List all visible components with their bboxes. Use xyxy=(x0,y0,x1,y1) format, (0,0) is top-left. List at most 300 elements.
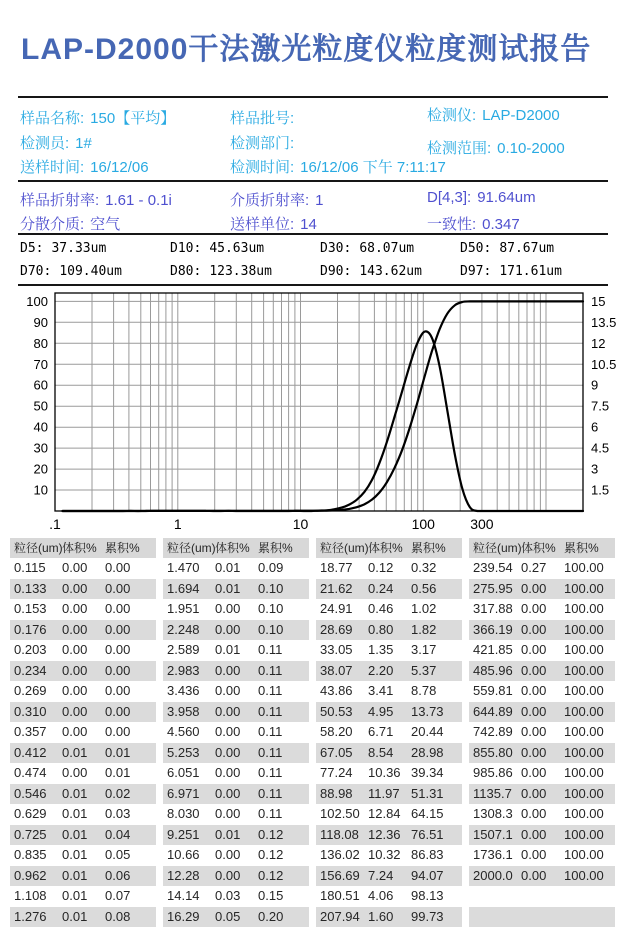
table-row xyxy=(163,825,309,846)
d-value: 68.07um xyxy=(359,241,415,256)
range-field xyxy=(427,137,565,158)
table-row xyxy=(316,825,462,846)
cell-volume: 0.05 xyxy=(215,908,241,924)
cell-size: 1.694 xyxy=(167,580,200,596)
left-tick-label: 30 xyxy=(33,440,48,456)
cell-size: 14.14 xyxy=(167,888,200,903)
column-header: 粒径(um) xyxy=(320,541,369,555)
table-header-row xyxy=(163,538,309,558)
right-tick-label: 12 xyxy=(591,335,606,351)
cell-size: 0.474 xyxy=(14,765,47,780)
table-row xyxy=(10,763,156,784)
cell-size: 2.983 xyxy=(167,662,200,678)
table-row xyxy=(316,599,462,620)
table-row xyxy=(316,763,462,784)
cell-size: 6.971 xyxy=(167,785,200,801)
table-row xyxy=(469,825,615,846)
cell-cumulative: 100.00 xyxy=(564,826,604,842)
sample-time-field xyxy=(20,156,149,177)
cell-size: 5.253 xyxy=(167,744,200,760)
cell-volume: 0.01 xyxy=(215,826,241,842)
cell-volume: 0.00 xyxy=(62,724,88,739)
cell-cumulative: 100.00 xyxy=(564,560,604,575)
cell-cumulative: 13.73 xyxy=(411,703,444,719)
cell-volume: 0.00 xyxy=(215,683,241,698)
sample-ri-value: 1.61 - 0.1i xyxy=(105,192,172,209)
cell-cumulative: 100.00 xyxy=(564,867,604,883)
medium-ri-field xyxy=(230,189,324,210)
table-row xyxy=(163,579,309,600)
sample-name-label: 样品名称: xyxy=(20,110,85,127)
d43-value: 91.64um xyxy=(477,189,536,206)
cell-cumulative: 0.00 xyxy=(105,621,131,637)
cell-cumulative: 100.00 xyxy=(564,621,604,637)
cell-size: 1507.1 xyxy=(473,826,513,842)
cell-cumulative: 0.00 xyxy=(105,642,131,657)
cell-size: 118.08 xyxy=(320,826,359,842)
table-row xyxy=(316,681,462,702)
cell-volume: 6.71 xyxy=(368,724,394,739)
cell-cumulative: 100.00 xyxy=(564,601,604,616)
d-label: D5: xyxy=(20,241,44,256)
cell-cumulative: 0.01 xyxy=(105,765,131,780)
cell-cumulative: 94.07 xyxy=(411,867,444,883)
cell-size: 0.234 xyxy=(14,662,47,678)
cell-volume: 0.00 xyxy=(521,744,547,760)
table-row xyxy=(163,640,309,661)
cell-cumulative: 98.13 xyxy=(411,888,444,903)
instrument-value: LAP-D2000 xyxy=(482,107,560,124)
d97-field xyxy=(460,264,562,279)
cell-cumulative: 100.00 xyxy=(564,703,604,719)
consistency-field xyxy=(427,213,520,234)
cell-volume: 0.01 xyxy=(215,642,241,657)
cell-cumulative: 0.11 xyxy=(258,744,283,760)
cell-size: 559.81 xyxy=(473,683,513,698)
cell-size: 3.958 xyxy=(167,703,200,719)
table-row xyxy=(10,907,156,928)
cell-size: 0.412 xyxy=(14,744,47,760)
cell-cumulative: 99.73 xyxy=(411,908,444,924)
cell-cumulative: 0.10 xyxy=(258,621,284,637)
column-header: 累积% xyxy=(411,541,446,555)
d90-field xyxy=(320,264,422,279)
right-tick-label: 13.5 xyxy=(591,314,617,330)
cell-size: 9.251 xyxy=(167,826,200,842)
batch-label: 样品批号: xyxy=(230,110,295,127)
medium-ri-value: 1 xyxy=(315,192,324,209)
cell-size: 102.50 xyxy=(320,806,360,821)
cell-size: 180.51 xyxy=(320,888,360,903)
cell-size: 855.80 xyxy=(473,744,513,760)
left-tick-label: 80 xyxy=(33,335,48,351)
cell-size: 985.86 xyxy=(473,765,513,780)
department-label: 检测部门: xyxy=(230,135,295,152)
cell-size: 0.269 xyxy=(14,683,47,698)
batch-field xyxy=(230,107,300,128)
sample-unit-label: 送样单位: xyxy=(230,216,295,233)
cell-cumulative: 100.00 xyxy=(564,744,604,760)
table-row xyxy=(10,784,156,805)
table-group xyxy=(163,538,309,927)
cell-volume: 0.00 xyxy=(215,744,241,760)
d50-field xyxy=(460,241,554,256)
table-row xyxy=(469,579,615,600)
cell-size: 0.203 xyxy=(14,642,47,657)
cell-size: 239.54 xyxy=(473,560,513,575)
table-row xyxy=(10,866,156,887)
table-row xyxy=(10,620,156,641)
cell-volume: 0.00 xyxy=(62,580,88,596)
cell-cumulative: 0.56 xyxy=(411,580,437,596)
d-value: 45.63um xyxy=(209,241,265,256)
cell-size: 0.835 xyxy=(14,847,47,862)
table-row xyxy=(316,907,462,928)
cell-size: 0.546 xyxy=(14,785,47,801)
cell-size: 16.29 xyxy=(167,908,200,924)
cell-size: 38.07 xyxy=(320,662,353,678)
cell-size: 43.86 xyxy=(320,683,353,698)
x-axis-labels xyxy=(49,516,494,532)
cell-cumulative: 39.34 xyxy=(411,765,444,780)
table-row xyxy=(469,661,615,682)
d80-field xyxy=(170,264,272,279)
cell-cumulative: 0.12 xyxy=(258,867,284,883)
cell-size: 1.951 xyxy=(167,601,200,616)
test-time-value: 16/12/06 下午 7:11:17 xyxy=(300,159,446,176)
table-row xyxy=(469,845,615,866)
column-header: 体积% xyxy=(215,541,250,555)
d-value: 37.33um xyxy=(51,241,107,256)
cell-cumulative: 0.11 xyxy=(258,662,283,678)
test-time-label: 检测时间: xyxy=(230,159,295,176)
table-row xyxy=(10,640,156,661)
column-header: 体积% xyxy=(62,541,97,555)
cell-volume: 0.01 xyxy=(62,785,88,801)
consistency-label: 一致性: xyxy=(427,216,477,233)
table-row xyxy=(316,640,462,661)
cell-volume: 0.00 xyxy=(521,765,547,780)
table-group xyxy=(316,538,462,927)
separator-line xyxy=(18,96,608,98)
table-row xyxy=(469,743,615,764)
medium-ri-label: 介质折射率: xyxy=(230,192,310,209)
d-label: D70: xyxy=(20,264,52,279)
table-row xyxy=(469,866,615,887)
cell-cumulative: 0.08 xyxy=(105,908,131,924)
column-header: 累积% xyxy=(105,541,140,555)
cell-size: 1736.1 xyxy=(473,847,513,862)
cell-cumulative: 0.12 xyxy=(258,847,284,862)
left-tick-label: 90 xyxy=(33,314,48,330)
cell-volume: 0.00 xyxy=(521,785,547,801)
d-label: D50: xyxy=(460,241,492,256)
cell-cumulative: 0.11 xyxy=(258,785,283,801)
table-row xyxy=(316,702,462,723)
table-row xyxy=(10,825,156,846)
cell-cumulative: 0.11 xyxy=(258,806,283,821)
cell-size: 8.030 xyxy=(167,806,200,821)
cell-cumulative: 0.12 xyxy=(258,826,284,842)
cell-size: 2.589 xyxy=(167,642,200,657)
cell-cumulative: 0.07 xyxy=(105,888,131,903)
cell-cumulative: 0.02 xyxy=(105,785,131,801)
cell-size: 77.24 xyxy=(320,765,353,780)
cell-volume: 0.80 xyxy=(368,621,394,637)
cell-size xyxy=(473,907,521,928)
table-row xyxy=(163,620,309,641)
cell-volume: 0.00 xyxy=(215,785,241,801)
column-header: 体积% xyxy=(368,541,403,555)
cell-cumulative: 100.00 xyxy=(564,642,604,657)
cell-cumulative: 0.11 xyxy=(258,765,283,780)
column-header: 粒径(um) xyxy=(14,541,63,555)
cell-cumulative: 0.00 xyxy=(105,683,131,698)
table-group xyxy=(469,538,615,927)
x-tick-label: 300 xyxy=(470,516,494,532)
dispersant-label: 分散介质: xyxy=(20,216,85,233)
cell-size: 1.470 xyxy=(167,560,200,575)
cell-volume: 0.01 xyxy=(215,560,241,575)
table-row xyxy=(469,599,615,620)
d-value: 171.61um xyxy=(499,264,562,279)
separator-line xyxy=(18,284,608,286)
cell-volume: 0.24 xyxy=(368,580,394,596)
cell-cumulative: 0.05 xyxy=(105,847,131,862)
table-row xyxy=(316,661,462,682)
cell-volume: 0.01 xyxy=(215,580,241,596)
cell-volume: 1.35 xyxy=(368,642,394,657)
table-header-row xyxy=(10,538,156,558)
cell-size: 10.66 xyxy=(167,847,200,862)
d30-field xyxy=(320,241,414,256)
table-row xyxy=(163,845,309,866)
left-tick-label: 20 xyxy=(33,461,48,477)
cell-volume: 0.01 xyxy=(62,908,88,924)
cell-size: 0.357 xyxy=(14,724,47,739)
particle-size-distribution-chart xyxy=(0,290,626,538)
table-row xyxy=(163,558,309,579)
cell-cumulative: 100.00 xyxy=(564,580,604,596)
table-row xyxy=(469,907,615,928)
sample-name-value: 150【平均】 xyxy=(90,110,176,127)
cell-volume: 4.95 xyxy=(368,703,394,719)
cell-cumulative: 0.20 xyxy=(258,908,284,924)
cell-size: 742.89 xyxy=(473,724,513,739)
x-tick-label: 1 xyxy=(173,516,182,532)
cell-volume: 0.00 xyxy=(215,765,241,780)
cell-volume: 0.00 xyxy=(215,867,241,883)
cell-cumulative: 0.32 xyxy=(411,560,437,575)
cell-volume: 0.00 xyxy=(215,621,241,637)
cell-volume: 0.00 xyxy=(521,601,547,616)
sample-unit-field xyxy=(230,213,317,234)
d-label: D30: xyxy=(320,241,352,256)
cell-volume: 0.01 xyxy=(62,847,88,862)
cell-volume: 0.00 xyxy=(62,703,88,719)
cell-size: 88.98 xyxy=(320,785,353,801)
cell-cumulative: 0.10 xyxy=(258,601,284,616)
inspector-label: 检测员: xyxy=(20,135,70,152)
inspector-value: 1# xyxy=(75,135,92,152)
cell-cumulative: 100.00 xyxy=(564,724,604,739)
cell-cumulative: 100.00 xyxy=(564,806,604,821)
cell-cumulative: 1.82 xyxy=(411,621,437,637)
cell-volume: 12.36 xyxy=(368,826,401,842)
cell-cumulative: 28.98 xyxy=(411,744,444,760)
table-row xyxy=(163,743,309,764)
cell-size: 0.310 xyxy=(14,703,47,719)
cell-volume: 0.00 xyxy=(215,724,241,739)
table-row xyxy=(163,907,309,928)
cell-size: 0.176 xyxy=(14,621,47,637)
particle-size-table xyxy=(10,538,615,927)
cell-size: 67.05 xyxy=(320,744,353,760)
cell-cumulative: 76.51 xyxy=(411,826,444,842)
right-tick-label: 10.5 xyxy=(591,356,617,372)
table-header-row xyxy=(316,538,462,558)
cell-volume: 0.00 xyxy=(521,703,547,719)
cell-size: 317.88 xyxy=(473,601,513,616)
cell-cumulative: 0.00 xyxy=(105,662,131,678)
table-row xyxy=(163,804,309,825)
cell-volume: 0.00 xyxy=(62,683,88,698)
table-row xyxy=(163,784,309,805)
cell-cumulative: 5.37 xyxy=(411,662,437,678)
table-row xyxy=(469,804,615,825)
cell-volume: 0.00 xyxy=(521,806,547,821)
table-row xyxy=(316,579,462,600)
sample-time-label: 送样时间: xyxy=(20,159,85,176)
cell-volume: 0.01 xyxy=(62,744,88,760)
table-row xyxy=(163,866,309,887)
right-tick-label: 9 xyxy=(591,377,599,393)
table-row xyxy=(316,784,462,805)
cell-size: 3.436 xyxy=(167,683,200,698)
cell-volume: 0.00 xyxy=(62,662,88,678)
cell-cumulative: 20.44 xyxy=(411,724,444,739)
cell-size: 33.05 xyxy=(320,642,353,657)
right-tick-label: 6 xyxy=(591,419,599,435)
cell-cumulative: 1.02 xyxy=(411,601,437,616)
table-row xyxy=(469,558,615,579)
dispersant-field xyxy=(20,213,120,234)
cell-cumulative: 100.00 xyxy=(564,765,604,780)
left-tick-label: 60 xyxy=(33,377,48,393)
instrument-label: 检测仪: xyxy=(427,107,477,124)
cell-volume: 1.60 xyxy=(368,908,394,924)
table-row xyxy=(163,599,309,620)
cell-cumulative: 0.11 xyxy=(258,642,283,657)
cell-volume: 0.00 xyxy=(215,847,241,862)
cell-size: 28.69 xyxy=(320,621,353,637)
cell-volume: 11.97 xyxy=(368,785,400,801)
cell-size: 0.725 xyxy=(14,826,47,842)
cell-volume: 4.06 xyxy=(368,888,394,903)
table-row xyxy=(10,702,156,723)
d5-field xyxy=(20,241,106,256)
table-row xyxy=(163,722,309,743)
department-field xyxy=(230,132,300,153)
table-row xyxy=(163,763,309,784)
cell-cumulative: 0.06 xyxy=(105,867,131,883)
d-label: D97: xyxy=(460,264,492,279)
cell-size: 1.276 xyxy=(14,908,47,924)
instrument-field xyxy=(427,104,560,125)
cell-volume: 0.00 xyxy=(215,601,241,616)
cell-size: 50.53 xyxy=(320,703,353,719)
table-row xyxy=(469,681,615,702)
cell-cumulative: 0.11 xyxy=(258,703,283,719)
cell-cumulative: 0.10 xyxy=(258,580,284,596)
table-row xyxy=(10,845,156,866)
cell-size: 156.69 xyxy=(320,867,360,883)
cell-cumulative xyxy=(564,907,615,928)
d-value: 143.62um xyxy=(359,264,422,279)
cell-cumulative: 3.17 xyxy=(411,642,437,657)
cell-volume: 0.01 xyxy=(62,888,88,903)
cell-size: 207.94 xyxy=(320,908,360,924)
cell-volume: 0.00 xyxy=(62,601,88,616)
column-header: 累积% xyxy=(564,541,599,555)
range-label: 检测范围: xyxy=(427,140,492,157)
cell-volume: 0.27 xyxy=(521,560,547,575)
cell-cumulative: 0.15 xyxy=(258,888,284,903)
cell-size: 1.108 xyxy=(14,888,47,903)
cell-volume: 0.46 xyxy=(368,601,394,616)
left-tick-label: 100 xyxy=(26,293,48,309)
cell-volume: 0.01 xyxy=(62,826,88,842)
cell-volume: 0.00 xyxy=(521,683,547,698)
table-row xyxy=(10,579,156,600)
cell-cumulative: 100.00 xyxy=(564,662,604,678)
cell-volume: 0.12 xyxy=(368,560,394,575)
cell-size: 18.77 xyxy=(320,560,353,575)
x-tick-label: 100 xyxy=(411,516,435,532)
cell-cumulative: 0.00 xyxy=(105,601,131,616)
cell-cumulative: 0.03 xyxy=(105,806,131,821)
cell-volume: 0.00 xyxy=(62,765,88,780)
sample-ri-field xyxy=(20,189,172,210)
cell-volume: 0.01 xyxy=(62,806,88,821)
cell-size: 21.62 xyxy=(320,580,353,596)
column-header: 粒径(um) xyxy=(473,541,522,555)
table-row xyxy=(316,845,462,866)
cell-cumulative: 100.00 xyxy=(564,683,604,698)
cell-volume: 8.54 xyxy=(368,744,394,760)
cell-volume xyxy=(521,886,564,907)
cell-volume: 0.00 xyxy=(521,847,547,862)
table-row xyxy=(469,640,615,661)
cell-cumulative: 0.09 xyxy=(258,560,284,575)
cell-cumulative: 0.01 xyxy=(105,744,131,760)
cell-size: 6.051 xyxy=(167,765,200,780)
cell-volume: 0.00 xyxy=(521,642,547,657)
cell-size: 485.96 xyxy=(473,662,513,678)
column-header: 体积% xyxy=(521,541,556,555)
x-tick-label: 10 xyxy=(292,516,309,532)
left-tick-label: 70 xyxy=(33,356,48,372)
left-tick-label: 50 xyxy=(33,398,48,414)
right-tick-label: 3 xyxy=(591,461,599,477)
cell-volume: 0.03 xyxy=(215,888,241,903)
cell-cumulative: 0.11 xyxy=(258,724,283,739)
cell-size: 421.85 xyxy=(473,642,513,657)
cell-volume: 10.32 xyxy=(368,847,401,862)
cell-cumulative: 0.04 xyxy=(105,826,131,842)
cell-volume: 2.20 xyxy=(368,662,394,678)
cell-volume: 0.00 xyxy=(521,580,547,596)
